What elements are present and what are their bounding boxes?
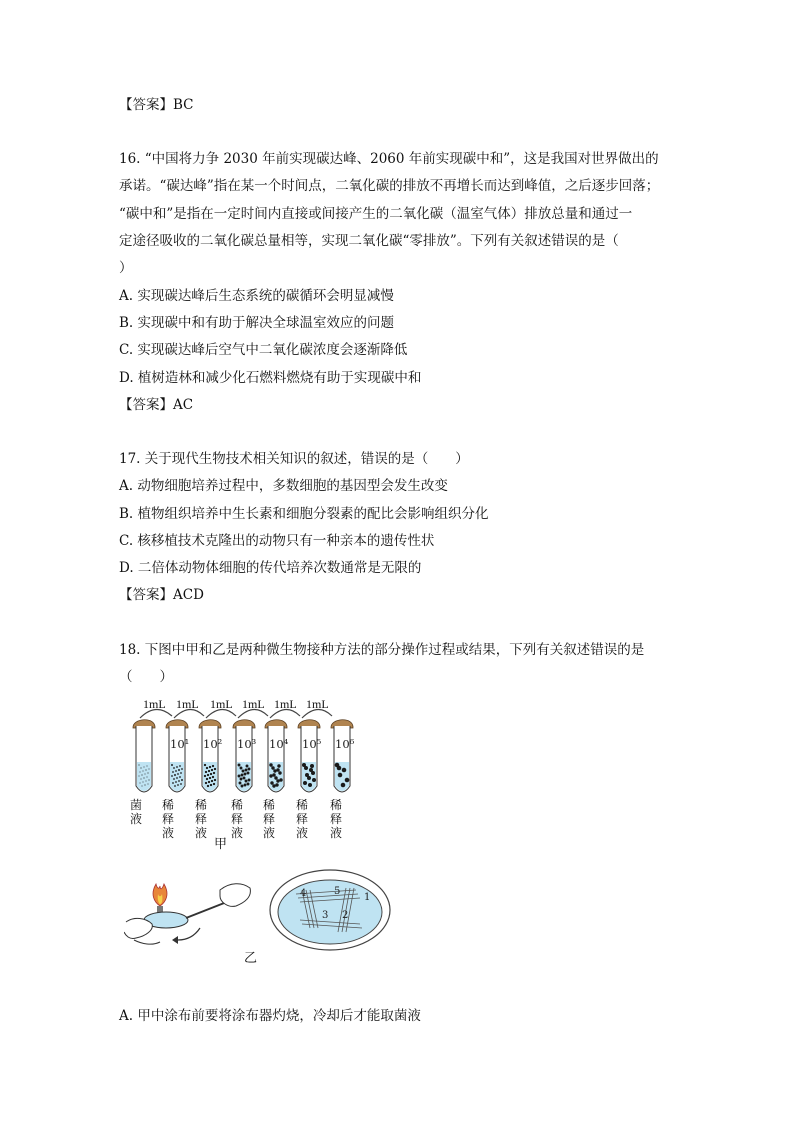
transfer-label-2: 1mL bbox=[176, 697, 199, 711]
q17-option-d: D. 二倍体动物体细胞的传代培养次数通常是无限的 bbox=[119, 560, 422, 576]
caption-jia: 甲 bbox=[214, 837, 228, 852]
q16-stem-line-3: “碳中和”是指在一定时间内直接或间接产生的二氧化碳（温室气体）排放总量和通过一 bbox=[119, 206, 633, 222]
q16-stem-line-5: ） bbox=[119, 260, 133, 276]
q16-stem-line-2: 承诺。“碳达峰”指在某一个时间点，二氧化碳的排放不再增长而达到峰值，之后逐步回落； bbox=[119, 178, 660, 194]
answer-q16: 【答案】AC bbox=[119, 397, 194, 413]
q16-stem-line-4: 定途径吸收的二氧化碳总量相等，实现二氧化碳“零排放”。下列有关叙述错误的是（ bbox=[119, 233, 619, 249]
q18-stem-paren: （ ） bbox=[119, 669, 173, 685]
q17-option-b: B. 植物组织培养中生长素和细胞分裂素的配比会影响组织分化 bbox=[119, 506, 489, 522]
dilution-label-3: 10³ bbox=[237, 737, 257, 751]
transfer-label-6: 1mL bbox=[306, 697, 329, 711]
q18-option-a: A. 甲中涂布前要将涂布器灼烧，冷却后才能取菌液 bbox=[119, 1008, 421, 1024]
q16-stem-line-1: 16. “中国将力争 2030 年前实现碳达峰、2060 年前实现碳中和”，这是我国对世界做出的 bbox=[119, 151, 659, 167]
test-tube-4 bbox=[233, 720, 257, 792]
q17-option-c: C. 核移植技术克隆出的动物只有一种亲本的遗传性状 bbox=[119, 533, 435, 549]
answer-q15: 【答案】BC bbox=[119, 97, 194, 113]
test-tube-1 bbox=[133, 720, 155, 792]
transfer-label-5: 1mL bbox=[274, 697, 297, 711]
transfer-label-1: 1mL bbox=[143, 697, 166, 711]
tube-label-dilution-2: 稀 释 液 bbox=[194, 798, 207, 840]
dilution-label-2: 10² bbox=[203, 737, 223, 751]
plate-number-5: 5 bbox=[334, 886, 341, 897]
q17-option-a: A. 动物细胞培养过程中，多数细胞的基因型会发生改变 bbox=[119, 478, 448, 494]
dilution-label-6: 10⁶ bbox=[335, 737, 355, 751]
tube-label-dilution-5: 稀 释 液 bbox=[295, 798, 308, 840]
alcohol-lamp-icon bbox=[153, 884, 167, 914]
test-tube-3 bbox=[199, 720, 222, 792]
tube-label-dilution-1: 稀 释 液 bbox=[161, 798, 174, 840]
tube-label-dilution-6: 稀 释 液 bbox=[329, 798, 342, 840]
q16-option-c: C. 实现碳达峰后空气中二氧化碳浓度会逐渐降低 bbox=[119, 342, 408, 358]
q18-stem: 18. 下图中甲和乙是两种微生物接种方法的部分操作过程或结果，下列有关叙述错误的是 bbox=[119, 642, 645, 658]
plate-number-2: 2 bbox=[342, 910, 349, 921]
tube-label-dilution-3: 稀 释 液 bbox=[230, 798, 243, 840]
q16-option-d: D. 植树造林和减少化石燃料燃烧有助于实现碳中和 bbox=[119, 370, 422, 386]
test-tube-5 bbox=[265, 720, 289, 792]
transfer-label-3: 1mL bbox=[210, 697, 233, 711]
plate-number-1: 1 bbox=[364, 892, 371, 903]
dilution-label-4: 10⁴ bbox=[269, 737, 289, 751]
test-tube-2 bbox=[166, 720, 189, 792]
tube-label-dilution-4: 稀 释 液 bbox=[262, 798, 275, 840]
test-tube-6 bbox=[298, 720, 322, 792]
caption-yi: 乙 bbox=[244, 951, 258, 966]
figure-yi-streak-plate bbox=[124, 866, 394, 976]
dilution-label-1: 10¹ bbox=[170, 737, 190, 751]
q16-option-a: A. 实现碳达峰后生态系统的碳循环会明显减慢 bbox=[119, 288, 394, 304]
streak-plate-diagram bbox=[124, 866, 394, 976]
plate-number-3: 3 bbox=[322, 910, 329, 921]
test-tube-7 bbox=[331, 720, 355, 792]
transfer-label-4: 1mL bbox=[242, 697, 265, 711]
answer-q17: 【答案】ACD bbox=[119, 587, 204, 603]
dilution-label-5: 10⁵ bbox=[302, 737, 322, 751]
q17-stem: 17. 关于现代生物技术相关知识的叙述，错误的是（ ） bbox=[119, 451, 469, 467]
q16-option-b: B. 实现碳中和有助于解决全球温室效应的问题 bbox=[119, 315, 395, 331]
plate-number-4: 4 bbox=[300, 888, 307, 899]
tube-label-bacteria: 菌 液 bbox=[129, 798, 142, 826]
